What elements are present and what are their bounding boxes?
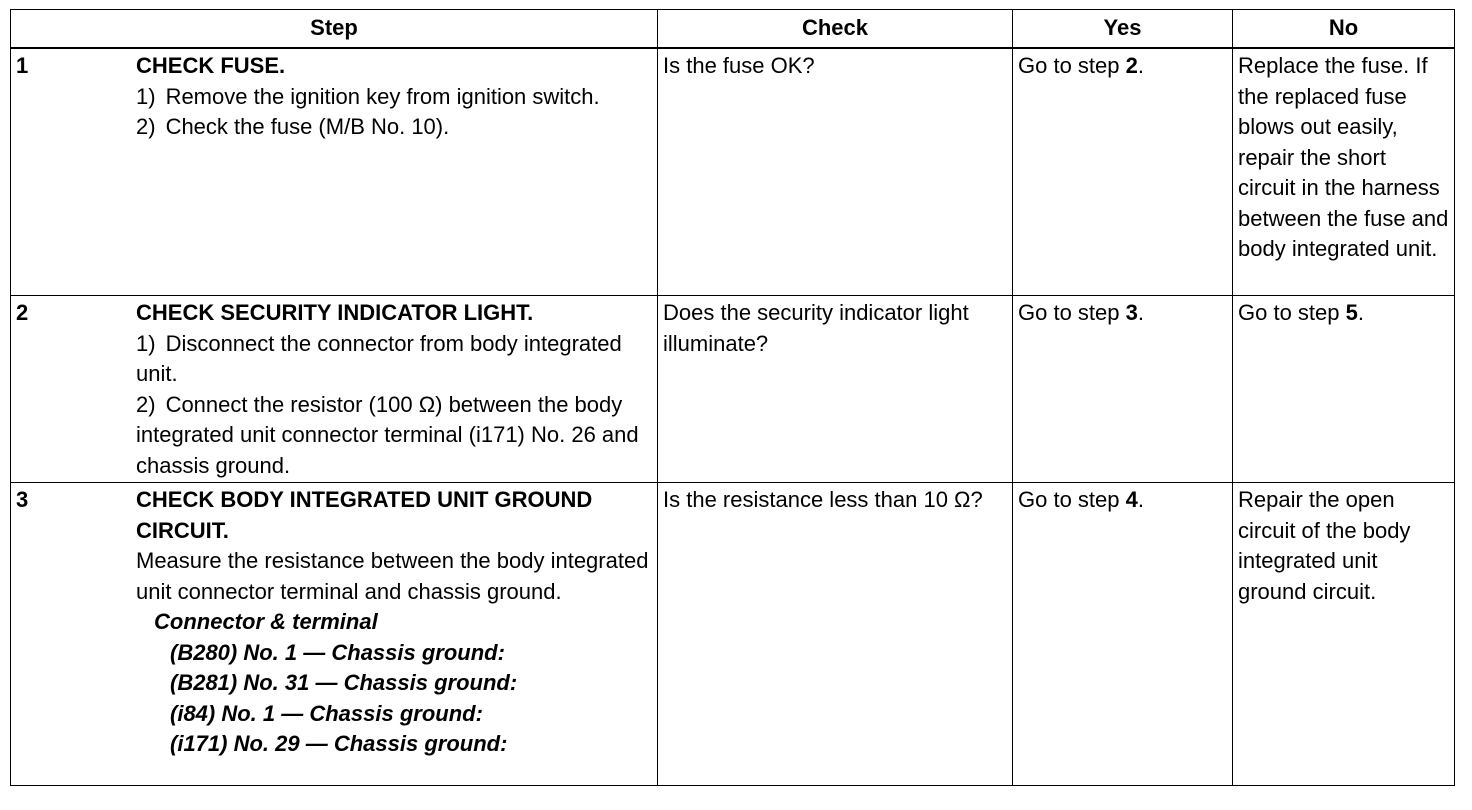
table-header-row [11,10,1455,49]
step-number: 2 [16,300,29,325]
no-prefix: Go to step [1238,300,1346,325]
yes-suffix: . [1137,300,1144,325]
header-step: Step [11,10,658,49]
check-cell [658,296,1013,483]
connector-line: (B281) No. 31 — Chassis ground: [170,670,518,695]
connector-line: (i84) No. 1 — Chassis ground: [170,700,483,726]
yes-prefix: Go to step [1018,300,1126,325]
connector-line: (i171) No. 29 — Chassis ground: [170,731,508,756]
yes-step-ref: 4 [1125,487,1138,512]
yes-text [1018,296,1227,329]
no-text: Replace the fuse. If the replaced fuse blows out easily, repair the short circuit in the harness between the fuse and body integrated unit. [1238,53,1449,261]
header-no: No [1233,10,1455,49]
no-text [1238,296,1449,329]
check-cell [658,48,1013,296]
step-number: 3 [16,487,29,512]
no-step-ref: 5 [1345,300,1358,325]
yes-prefix: Go to step [1018,487,1126,512]
check-cell [658,483,1013,786]
yes-step-ref: 3 [1125,300,1138,325]
step-cell [11,48,658,296]
header-check: Check [658,10,1013,49]
yes-suffix: . [1137,53,1144,78]
step-title: CHECK SECURITY INDICATOR LIGHT. [136,300,534,325]
yes-text [1018,49,1227,82]
step-cell [11,296,658,483]
step-number: 1 [16,53,29,78]
no-text: Repair the open circuit of the body integrated unit ground circuit. [1238,487,1411,604]
connector-line: (B280) No. 1 — Chassis ground: [170,639,505,665]
yes-text [1018,483,1227,516]
no-cell [1233,483,1455,786]
substep-number: 1) [136,330,156,356]
yes-cell [1013,48,1233,296]
substep [136,82,650,113]
yes-step-ref: 2 [1125,53,1138,78]
substep [136,112,650,143]
no-suffix: . [1357,300,1364,325]
substep-text: Check the fuse (M/B No. 10). [165,114,450,139]
substep [136,329,650,390]
connector-heading: Connector & terminal [154,609,378,634]
step-cell [11,483,658,786]
no-cell [1233,296,1455,483]
substep-text: Connect the resistor (100 Ω) between the body integrated unit connector terminal (i171) No. 26 and chassis ground. [136,391,639,478]
check-text: Is the resistance less than 10 Ω? [663,487,983,512]
substep-number: 1) [136,83,156,109]
yes-cell [1013,296,1233,483]
table-row [11,296,1455,483]
check-text: Does the security indicator light illuminate? [663,300,969,356]
substep-text: Remove the ignition key from ignition switch. [165,83,600,109]
yes-prefix: Go to step [1018,53,1126,78]
step-title: CHECK BODY INTEGRATED UNIT GROUND CIRCUIT. [136,487,593,543]
yes-suffix: . [1137,487,1144,512]
diagnostic-table [10,9,1455,786]
step-title: CHECK FUSE. [136,53,286,78]
substep-number: 2) [136,114,156,139]
table-row [11,48,1455,296]
table-row [11,483,1455,786]
yes-cell [1013,483,1233,786]
check-text: Is the fuse OK? [663,53,815,78]
substep-text: Disconnect the connector from body integrated unit. [136,330,622,386]
no-cell [1233,48,1455,296]
header-yes: Yes [1013,10,1233,49]
substep [136,390,650,482]
substep-number: 2) [136,391,156,417]
step-description: Measure the resistance between the body integrated unit connector terminal and chassis ground. [136,548,649,604]
